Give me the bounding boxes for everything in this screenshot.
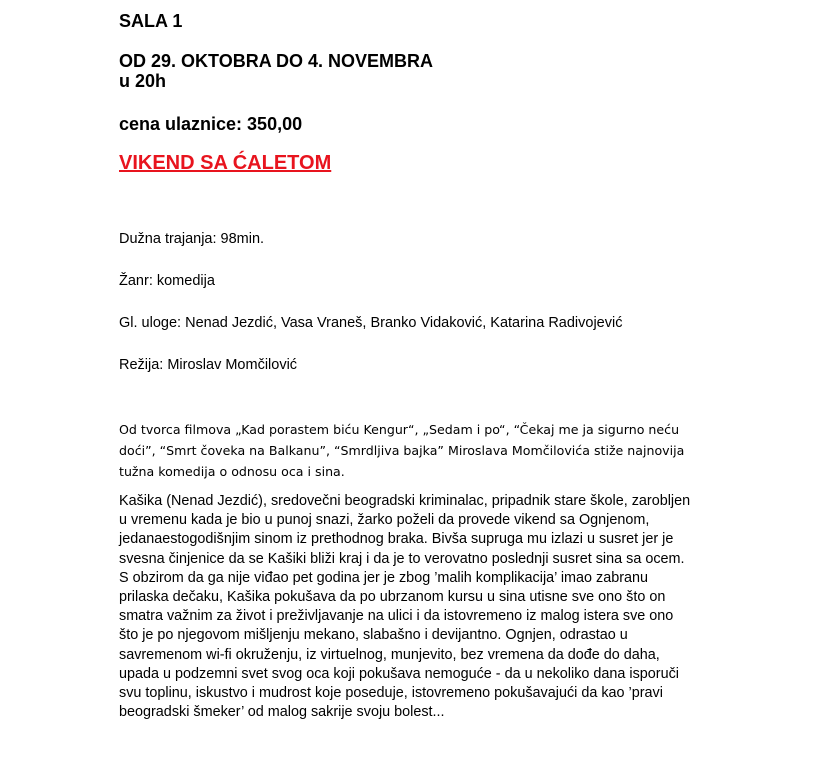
cast-text: Gl. uloge: Nenad Jezdić, Vasa Vraneš, Branko Vidaković, Katarina Radivojević xyxy=(119,315,623,331)
show-time: u 20h xyxy=(119,71,167,91)
intro-paragraph: Od tvorca filmova „Kad porastem biću Kengur“, „Sedam i po“, “Čekaj me ja sigurno neću doći”, “Smrt čoveka na Balkanu”, “Smrdljiva bajka” Miroslava Momčilovića stiže najnovija tužna komedija o odnosu oca i sina. xyxy=(119,422,685,479)
ticket-price: cena ulaznice: 350,00 xyxy=(119,114,303,134)
date-range: OD 29. OKTOBRA DO 4. NOVEMBRA xyxy=(119,51,434,71)
movie-title-link[interactable]: VIKEND SA ĆALETOM xyxy=(119,152,332,174)
hall-name: SALA 1 xyxy=(119,11,183,31)
screening-dates xyxy=(119,51,433,91)
duration-text: Dužna trajanja: 98min. xyxy=(119,231,265,247)
synopsis-paragraph: Kašika (Nenad Jezdić), sredovečni beogradski kriminalac, pripadnik stare škole, zarobljen u vremenu kada je bio u punoj snazi, žarko poželi da provede vikend sa Ognjenom, jedanaestogodišnjim sinom iz prethodnog braka. Bivša supruga mu izlazi u susret jer je svesna činjenice da se Kašiki bliži kraj i da je to verovatno poslednji susret sina sa ocem. S obzirom da ga nije viđao pet godina jer je zbog ’malih komplikacija’ imao zabranu prilaska dečaku, Kašika pokušava da po ubrzanom kursu u sina utisne sve ono što on smatra važnim za život i preživljavanje na ulici i da istovremeno iz malog istera sve ono što je po njegovom mišljenju mekano, slabašno i devijantno. Ognjen, odrastao u savremenom wi-fi okruženju, iz virtuelnog, munjevito, bez vremena da dođe do daha, upada u podzemni svet svog oca koji pokušava nemoguće - da u nekoliko dana isporuči svu toplinu, iskustvo i mudrost koje poseduje, istovremeno pokušavajući da kao ’pravi beogradski šmeker’ od malog sakrije svoju bolest... xyxy=(119,493,691,721)
director-text: Režija: Miroslav Momčilović xyxy=(119,357,298,373)
genre-text: Žanr: komedija xyxy=(119,273,215,289)
